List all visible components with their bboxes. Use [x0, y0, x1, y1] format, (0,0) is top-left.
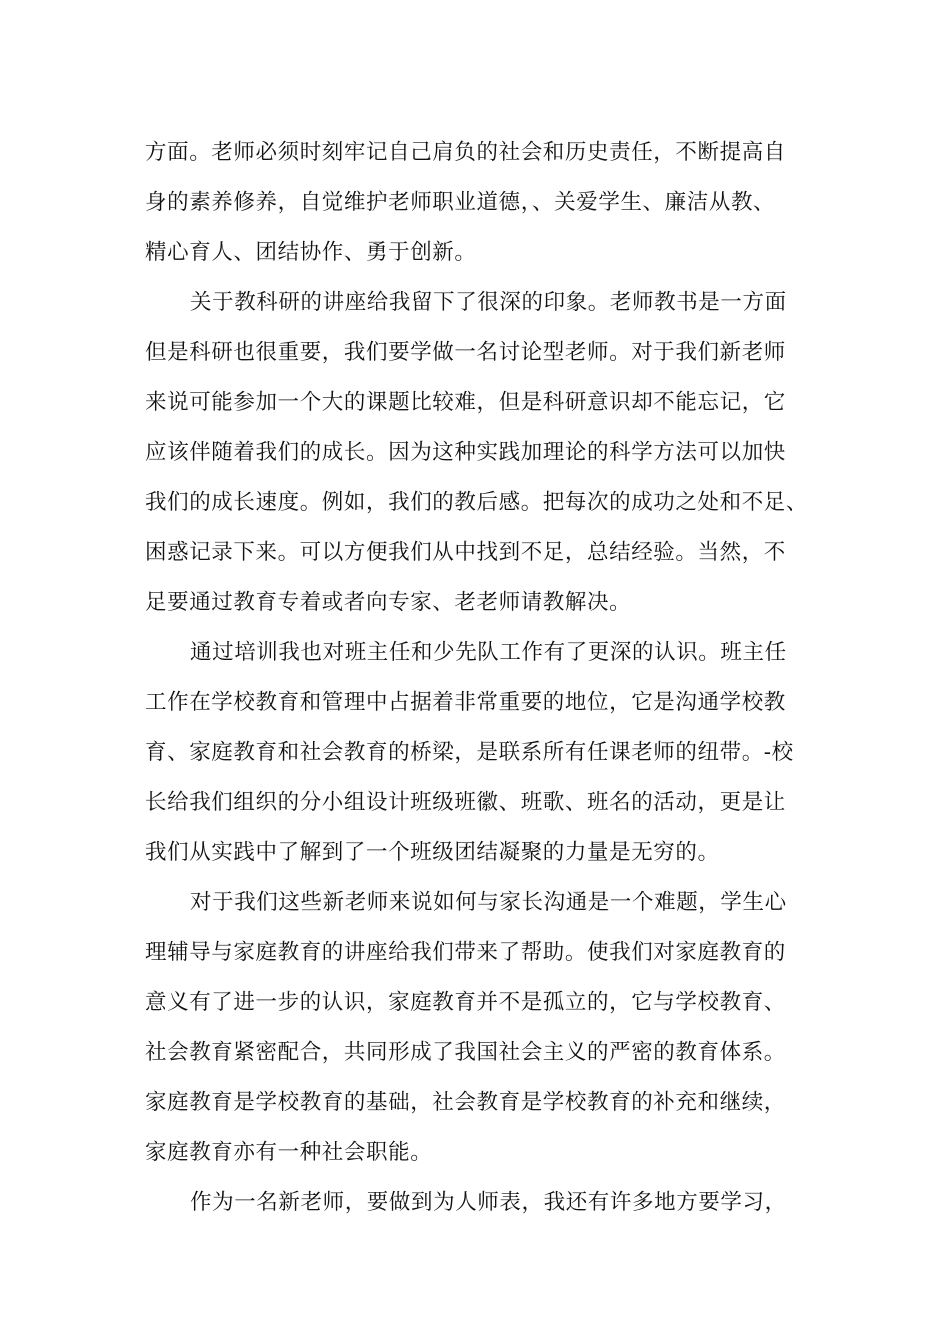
text-line: 足要通过教育专着或者向专家、老老师请教解决。 — [145, 590, 632, 615]
document-body — [145, 128, 825, 1228]
text-line: 理辅导与家庭教育的讲座给我们带来了帮助。使我们对家庭教育的 — [145, 940, 786, 965]
text-line: 精心育人、团结协作、勇于创新。 — [145, 240, 477, 265]
text-line: 意义有了进一步的认识，家庭教育并不是孤立的，它与学校教育、 — [145, 990, 786, 1015]
text-line: 但是科研也很重要，我们要学做一名讨论型老师。对于我们新老师 — [145, 340, 786, 365]
text-line: 长给我们组织的分小组设计班级班徽、班歌、班名的活动，更是让 — [145, 790, 786, 815]
text-line: 身的素养修养，自觉维护老师职业道德，、关爱学生、廉洁从教、 — [145, 190, 776, 215]
text-line: 应该伴随着我们的成长。因为这种实践加理论的科学方法可以加快 — [145, 440, 786, 465]
text-line: 家庭教育是学校教育的基础，社会教育是学校教育的补充和继续， — [145, 1090, 786, 1115]
text-line: 社会教育紧密配合，共同形成了我国社会主义的严密的教育体系。 — [145, 1040, 786, 1065]
text-line: 通过培训我也对班主任和少先队工作有了更深的认识。班主任 — [190, 640, 787, 665]
text-line: 我们的成长速度。例如，我们的教后感。把每次的成功之处和不足、 — [145, 490, 809, 515]
text-line: 育、家庭教育和社会教育的桥梁，是联系所有任课老师的纽带。-校 — [145, 740, 794, 765]
text-line: 来说可能参加一个大的课题比较难，但是科研意识却不能忘记，它 — [145, 390, 786, 415]
text-line: 对于我们这些新老师来说如何与家长沟通是一个难题，学生心 — [190, 890, 787, 915]
text-line: 家庭教育亦有一种社会职能。 — [145, 1140, 433, 1165]
text-line: 方面。老师必须时刻牢记自己肩负的社会和历史责任，不断提高自 — [145, 140, 786, 165]
text-line: 关于教科研的讲座给我留下了很深的印象。老师教书是一方面 — [190, 290, 787, 315]
text-line: 困惑记录下来。可以方便我们从中找到不足，总结经验。当然，不 — [145, 540, 786, 565]
text-line: 工作在学校教育和管理中占据着非常重要的地位，它是沟通学校教 — [145, 690, 786, 715]
text-line: 我们从实践中了解到了一个班级团结凝聚的力量是无穷的。 — [145, 840, 720, 865]
text-line: 作为一名新老师，要做到为人师表，我还有许多地方要学习， — [190, 1190, 787, 1215]
